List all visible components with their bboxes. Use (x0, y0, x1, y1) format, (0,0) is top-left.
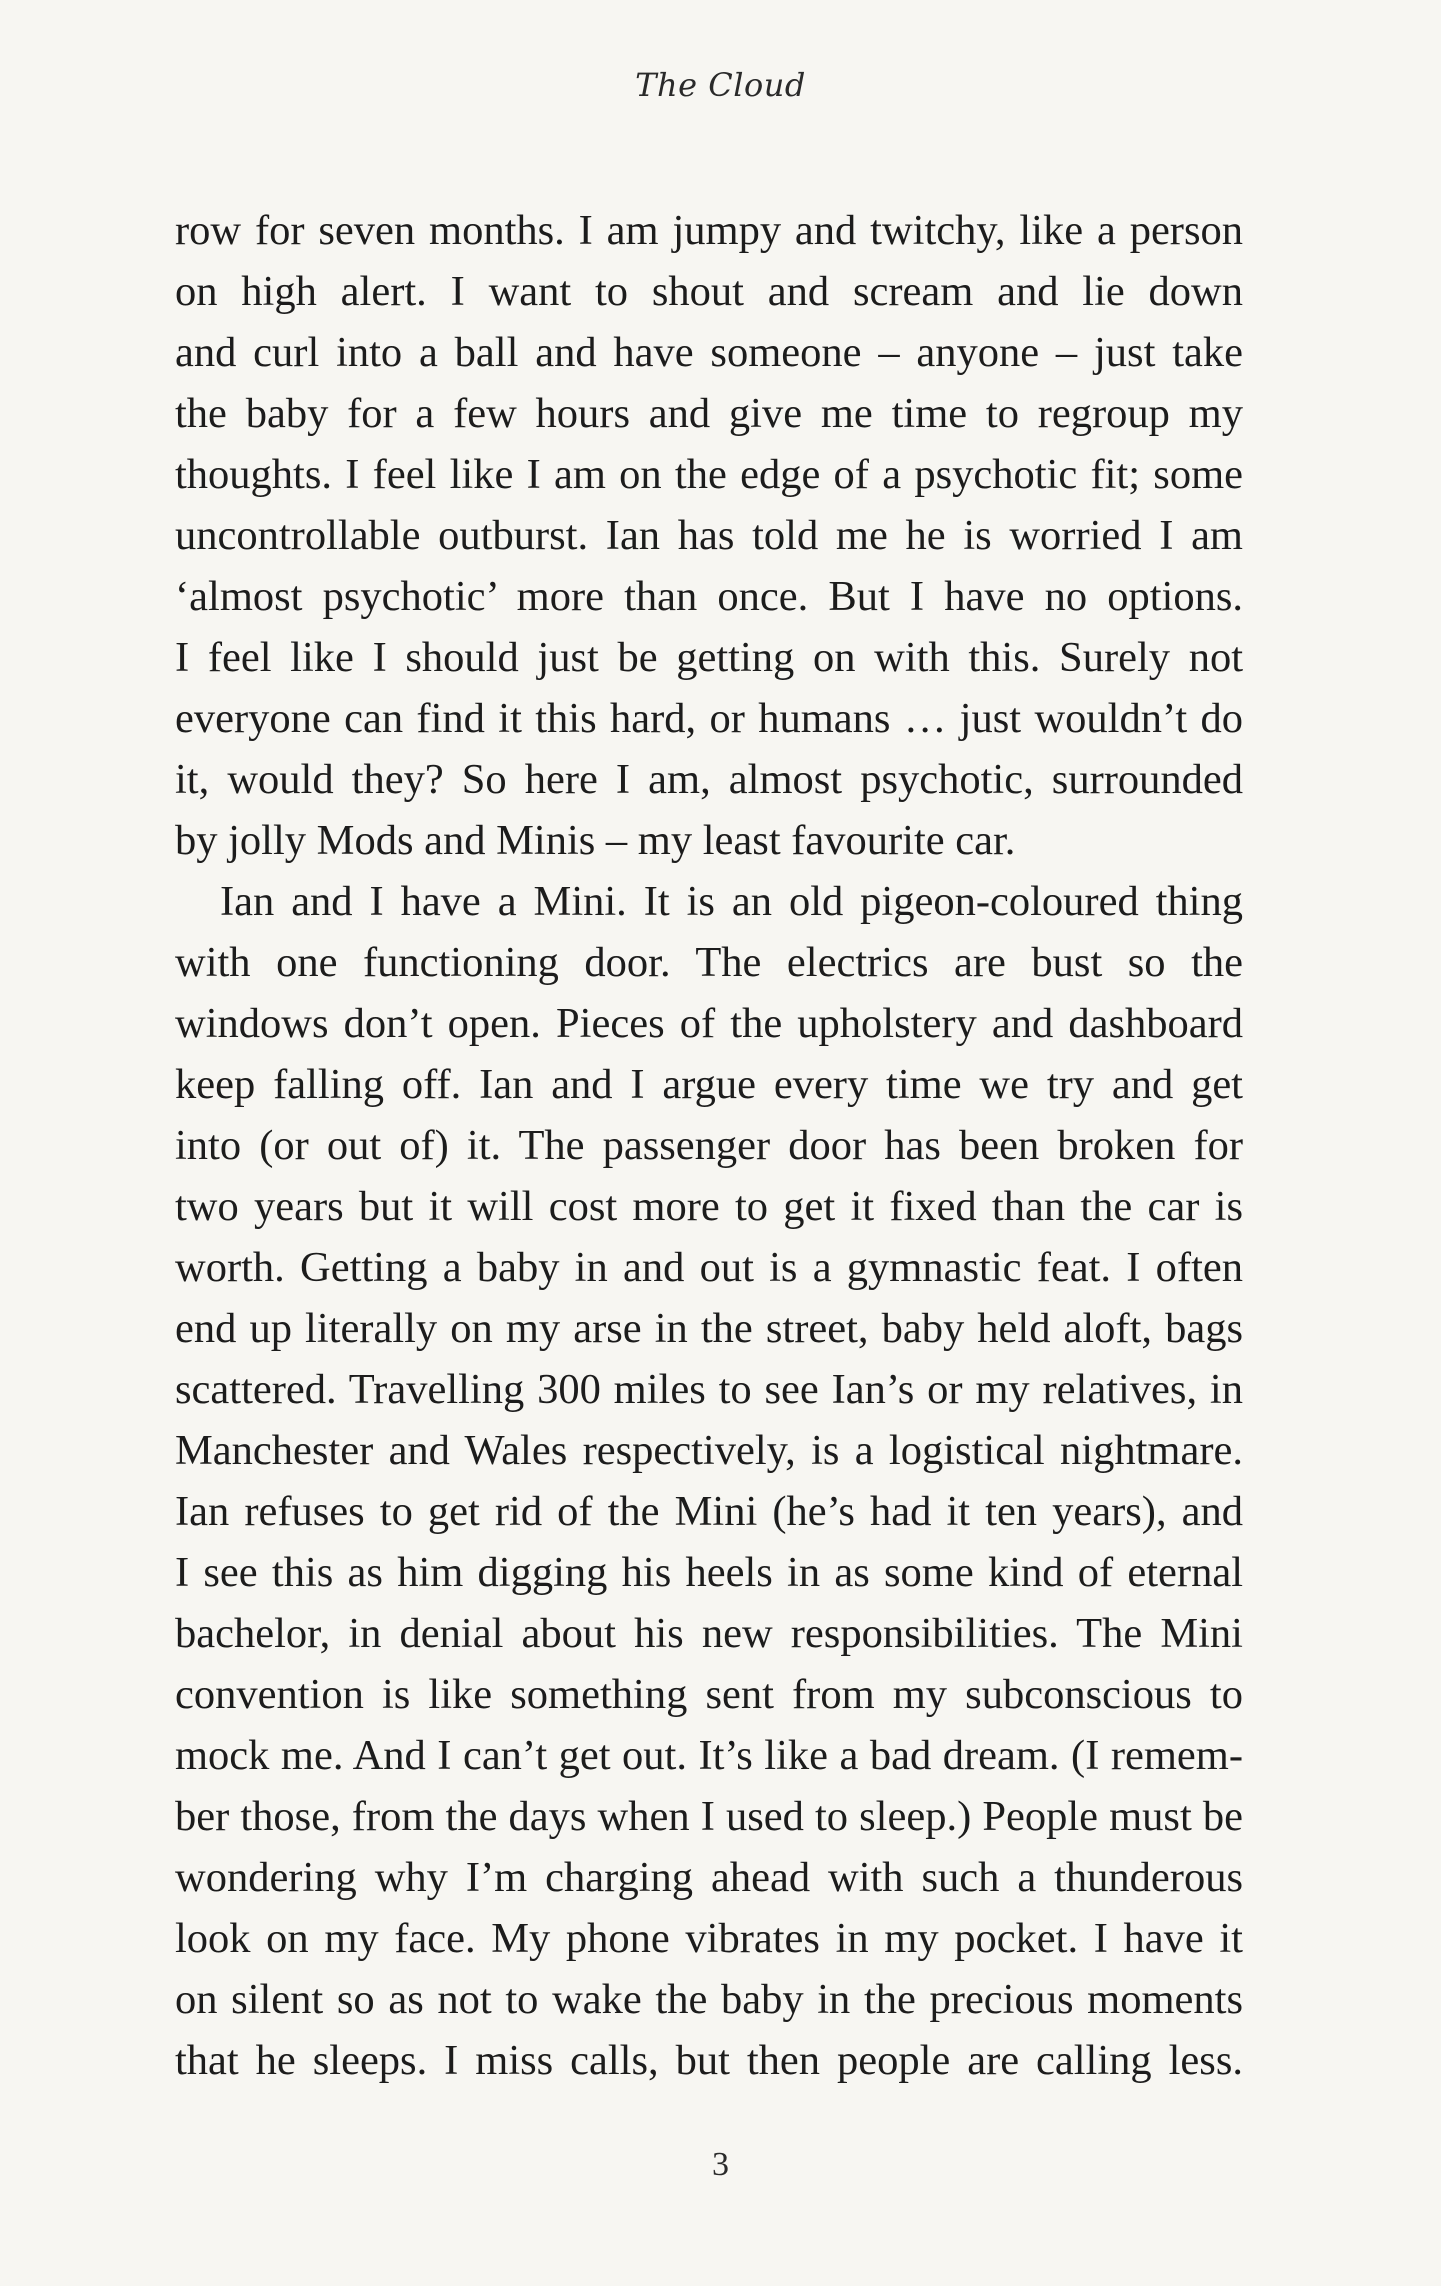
text-line: scattered. Travelling 300 miles to see Ian’s or my relatives, in (175, 1366, 1243, 1413)
text-line: on silent so as not to wake the baby in the precious moments (175, 1976, 1243, 2023)
text-line: worth. Getting a baby in and out is a gymnastic feat. I often (175, 1244, 1243, 1291)
text-line: I feel like I should just be getting on with this. Surely not (175, 634, 1243, 681)
text-line: uncontrollable outburst. Ian has told me he is worried I am (175, 512, 1243, 559)
text-line: that he sleeps. I miss calls, but then people are calling less. (175, 2037, 1243, 2084)
body-text (175, 200, 1243, 2091)
text-line: it, would they? So here I am, almost psychotic, surrounded (175, 756, 1243, 803)
text-line: into (or out of) it. The passenger door has been broken for (175, 1122, 1243, 1169)
text-line: Ian refuses to get rid of the Mini (he’s had it ten years), and (175, 1488, 1243, 1535)
text-line: ‘almost psychotic’ more than once. But I have no options. (175, 573, 1243, 620)
text-line: everyone can find it this hard, or humans … just wouldn’t do (175, 695, 1243, 742)
text-line: ber those, from the days when I used to sleep.) People must be (175, 1793, 1243, 1840)
text-line: and curl into a ball and have someone – anyone – just take (175, 329, 1243, 376)
text-line: mock me. And I can’t get out. It’s like a bad dream. (I remem- (175, 1732, 1243, 1779)
paragraph-start-line: Ian and I have a Mini. It is an old pigeon-coloured thing (220, 878, 1243, 925)
text-line: on high alert. I want to shout and scream and lie down (175, 268, 1243, 315)
page-number: 3 (712, 2146, 729, 2183)
text-line: thoughts. I feel like I am on the edge of a psychotic fit; some (175, 451, 1243, 498)
paragraph-end-line: by jolly Mods and Minis – my least favourite car. (175, 817, 1016, 864)
text-line: Manchester and Wales respectively, is a logistical nightmare. (175, 1427, 1243, 1474)
text-line: look on my face. My phone vibrates in my pocket. I have it (175, 1915, 1243, 1962)
text-line: the baby for a few hours and give me time to regroup my (175, 390, 1243, 437)
text-line: wondering why I’m charging ahead with such a thunderous (175, 1854, 1243, 1901)
text-line: I see this as him digging his heels in as some kind of eternal (175, 1549, 1243, 1596)
text-line: with one functioning door. The electrics are bust so the (175, 939, 1243, 986)
text-line: windows don’t open. Pieces of the upholstery and dashboard (175, 1000, 1243, 1047)
text-line: keep falling off. Ian and I argue every time we try and get (175, 1061, 1243, 1108)
running-head: The Cloud (635, 66, 806, 104)
text-line: two years but it will cost more to get it fixed than the car is (175, 1183, 1243, 1230)
text-line: end up literally on my arse in the street, baby held aloft, bags (175, 1305, 1243, 1352)
text-line: convention is like something sent from my subconscious to (175, 1671, 1243, 1718)
text-line: bachelor, in denial about his new responsibilities. The Mini (175, 1610, 1243, 1657)
text-line: row for seven months. I am jumpy and twitchy, like a person (175, 207, 1243, 254)
